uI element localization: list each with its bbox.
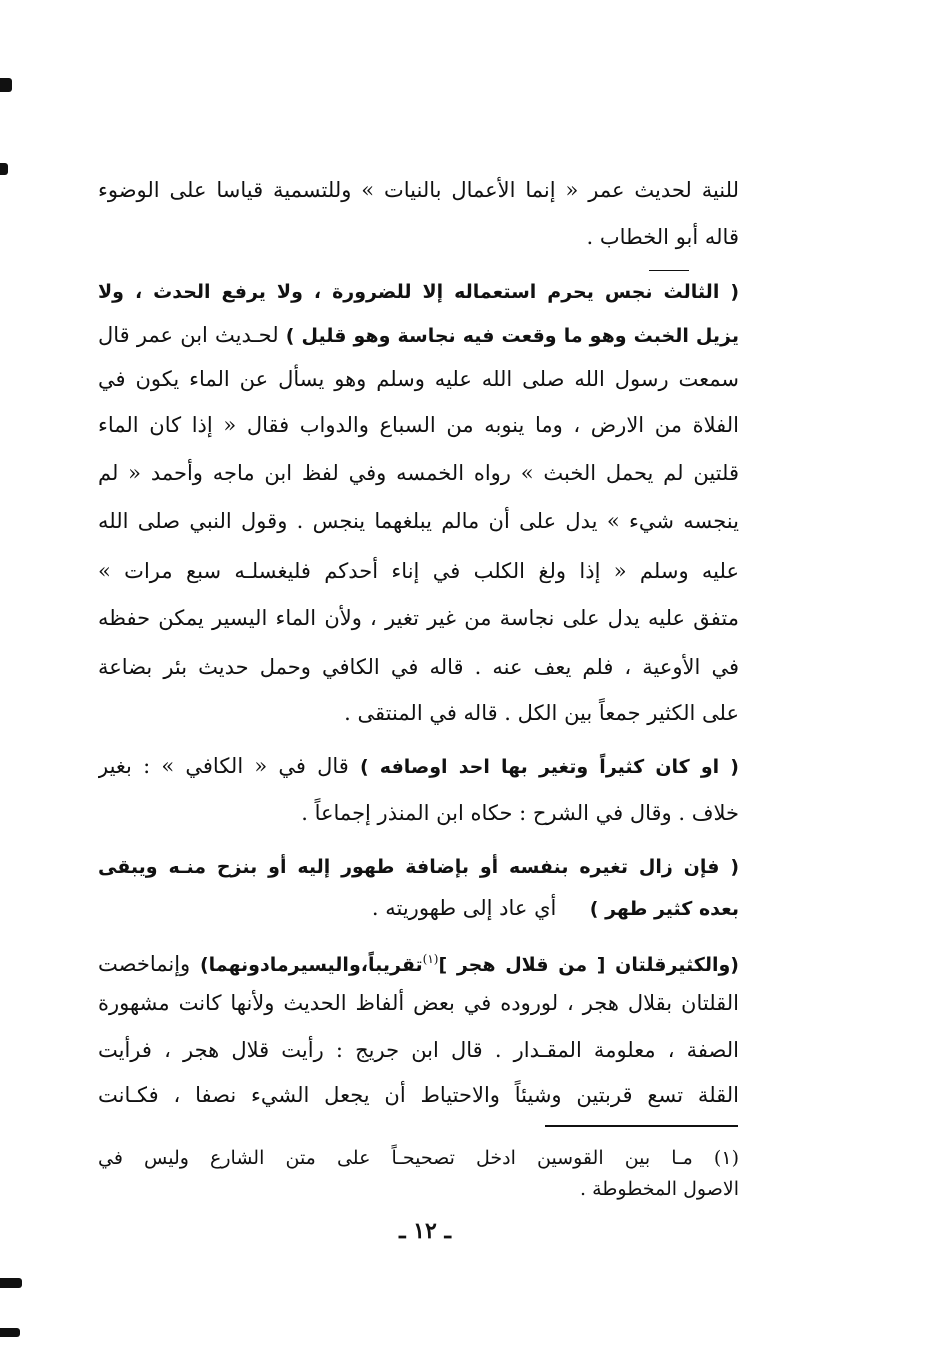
text-line <box>98 988 739 1018</box>
text-span: الاصول المخطوطة . <box>579 1178 739 1200</box>
text-span: الفلاة من الارض ، وما ينوبه من السباع والدواب فقال « إذا كان الماء <box>98 413 739 437</box>
text-span: (١) مـا بين القوسين ادخل تصحيحـاً على متن الشارع وليس في <box>98 1147 739 1169</box>
scan-edge-mark <box>0 1278 22 1288</box>
text-span: قال في « الكافي » : بغير <box>98 754 349 778</box>
footnote-line <box>98 1174 739 1204</box>
text-span: ( فإن زال تغيره بنفسه أو بإضافة طهور إليه أو بنزح منـه ويبقى <box>98 856 739 878</box>
text-line <box>98 652 739 682</box>
text-line <box>98 603 739 633</box>
scan-edge-mark <box>0 78 12 92</box>
text-line <box>98 410 739 440</box>
footnote-divider <box>545 1125 738 1127</box>
text-span: القلتان بقلال هجر ، لوروده في بعض ألفاظ الحديث ولأنها كانت مشهورة <box>98 991 739 1015</box>
text-span: في الأوعية ، فلم يعف عنه . قاله في الكافي وحمل حديث بئر بضاعة <box>98 655 739 679</box>
text-line <box>98 320 739 351</box>
text-line <box>98 364 739 394</box>
text-line <box>98 798 739 828</box>
text-line <box>98 222 739 252</box>
text-span: سمعت رسول الله صلى الله عليه وسلم وهو يسأل عن الماء يكون في <box>98 367 739 391</box>
text-line <box>98 175 739 205</box>
bold-text: بعده كثير طهر ) <box>589 898 739 920</box>
text-line <box>98 1080 739 1110</box>
text-line <box>98 556 739 586</box>
heading-overline <box>649 270 689 271</box>
text-line <box>98 1035 739 1065</box>
bold-heading-line <box>98 277 739 307</box>
text-span: خلاف . وقال في الشرح : حكاه ابن المنذر إجماعاً . <box>301 801 739 825</box>
text-line <box>98 944 739 980</box>
text-span: قاله أبو الخطاب . <box>586 225 739 249</box>
bold-heading-line <box>98 852 739 882</box>
footnote-ref: (١) <box>422 952 439 966</box>
text-span: وإنماخصت <box>98 952 191 976</box>
text-line <box>98 751 739 782</box>
text-span: أي عاد إلى طهوريته . <box>371 896 557 920</box>
text-line <box>98 506 739 536</box>
text-span: الصفة ، معلومة المقـدار . قال ابن جريج : رأيت قلال هجر ، فرأيت <box>98 1038 739 1062</box>
text-span: ينجسه شيء » يدل على أن مالم يبلغهما ينجس . وقول النبي صلى الله <box>98 509 739 533</box>
text-span: قلتين لم يحمل الخبث » رواه الخمسه وفي لفظ ابن ماجه وأحمد « لم <box>98 461 739 485</box>
bold-text: (والكثيرقلتان [ من قلال هجر ] <box>438 954 739 976</box>
bold-text: ( او كان كثيراً وتغير بها احد اوصافه ) <box>359 756 739 778</box>
scan-edge-mark <box>0 163 8 175</box>
bold-text: تقريباً،واليسيرمادونهما) <box>199 954 423 976</box>
scan-edge-mark <box>0 1328 20 1337</box>
text-line <box>98 698 739 728</box>
text-line <box>98 893 739 924</box>
text-span: متفق عليه يدل على نجاسة من غير تغير ، ولأن الماء اليسير يمكن حفظه <box>98 606 739 630</box>
text-span: على الكثير جمعاً بين الكل . قاله في المنتقى . <box>344 701 739 725</box>
text-span: للنية لحديث عمر « إنما الأعمال بالنيات » وللتسمية قياسا على الوضوء <box>98 178 739 202</box>
text-span: ( الثالث نجس يحرم استعماله إلا للضرورة ، ولا يرفع الحدث ، ولا <box>98 281 739 303</box>
text-line <box>98 458 739 488</box>
text-span: لحـديث ابن عمر قال <box>98 323 279 347</box>
text-span: القلة تسع قربتين وشيئاً والاحتياط أن يجعل الشيء نصفا ، فكـانت <box>98 1083 739 1107</box>
text-span: عليه وسلم « إذا ولغ الكلب في إناء أحدكم فليغسلـه سبع مرات » <box>98 559 739 583</box>
page-number: ـ ١٢ ـ <box>399 1218 451 1244</box>
bold-text: يزيل الخبث وهو ما وقعت فيه نجاسة وهو قليل ) <box>285 325 739 347</box>
footnote-line <box>98 1143 739 1173</box>
